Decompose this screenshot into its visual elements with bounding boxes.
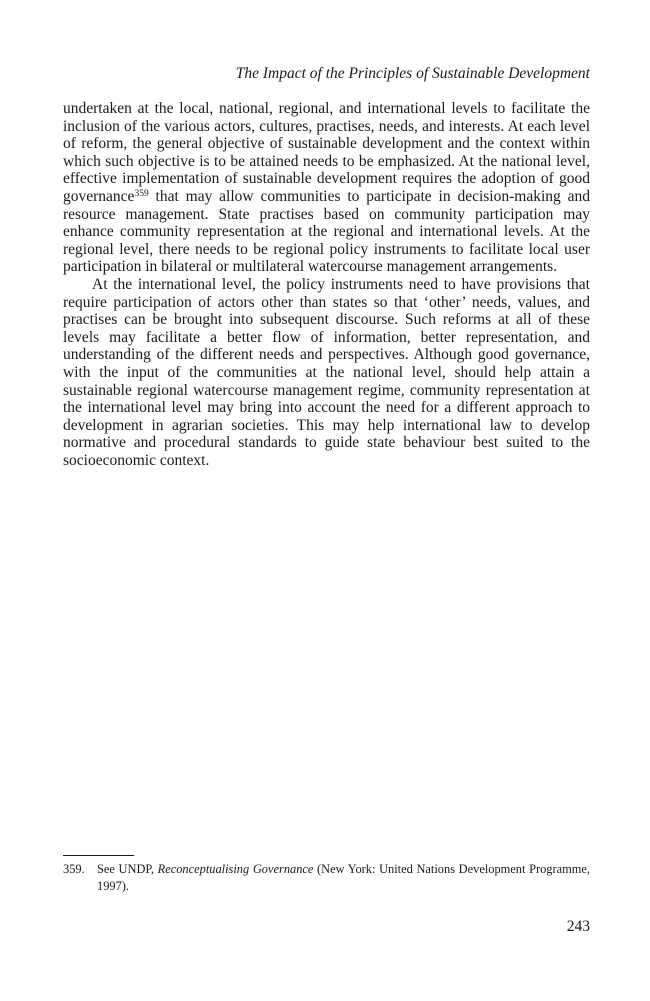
- paragraph-1-text-a: undertaken at the local, national, regional, and international levels to facilitate the inclusion of the various actors, cultures, practises, needs, and interests. At each level of reform, the general objective of sustainable development and the context within which such objective is to be attained needs to be emphasized. At the national level, effective implementation of sustainable development requires the adoption of good governance: [63, 100, 590, 205]
- running-head: The Impact of the Principles of Sustainable Development: [235, 65, 590, 82]
- footnote: [63, 861, 590, 894]
- paragraph-1-text-b: that may allow communities to participate in decision-making and resource management. State practises based on community participation may enhance community representation at the regional and international levels. At the regional level, there needs to be regional policy instruments to facilitate local user participation in bilateral or multilateral watercourse management arrangements.: [63, 187, 590, 276]
- footnote-reference: 359: [134, 188, 149, 199]
- footnote-suffix: (New York: United Nations Development Programme, 1997).: [97, 862, 590, 893]
- paragraph-2: At the international level, the policy instruments need to have provisions that require participation of actors other than states so that ‘other’ needs, values, and practises can be brought into subsequent discourse. Such reforms at all of these levels may facilitate a better flow of information, better representation, and understanding of the different needs and perspectives. Although good governance, with the input of the communities at the national level, should help attain a sustainable regional watercourse management regime, community representation at the international level may bring into account the need for a different approach to development in agrarian societies. This may help international law to develop normative and procedural standards to guide state behaviour best suited to the socioeconomic context.: [63, 275, 590, 469]
- footnote-title: Reconceptualising Governance: [157, 862, 314, 876]
- page-number: 243: [566, 918, 590, 935]
- footnote-number: 359.: [63, 862, 85, 876]
- footnote-text: [97, 861, 590, 894]
- paragraph-1: [63, 100, 590, 276]
- footnote-prefix: See UNDP,: [97, 862, 158, 876]
- body-text: [63, 100, 590, 469]
- footnote-divider: [63, 855, 134, 856]
